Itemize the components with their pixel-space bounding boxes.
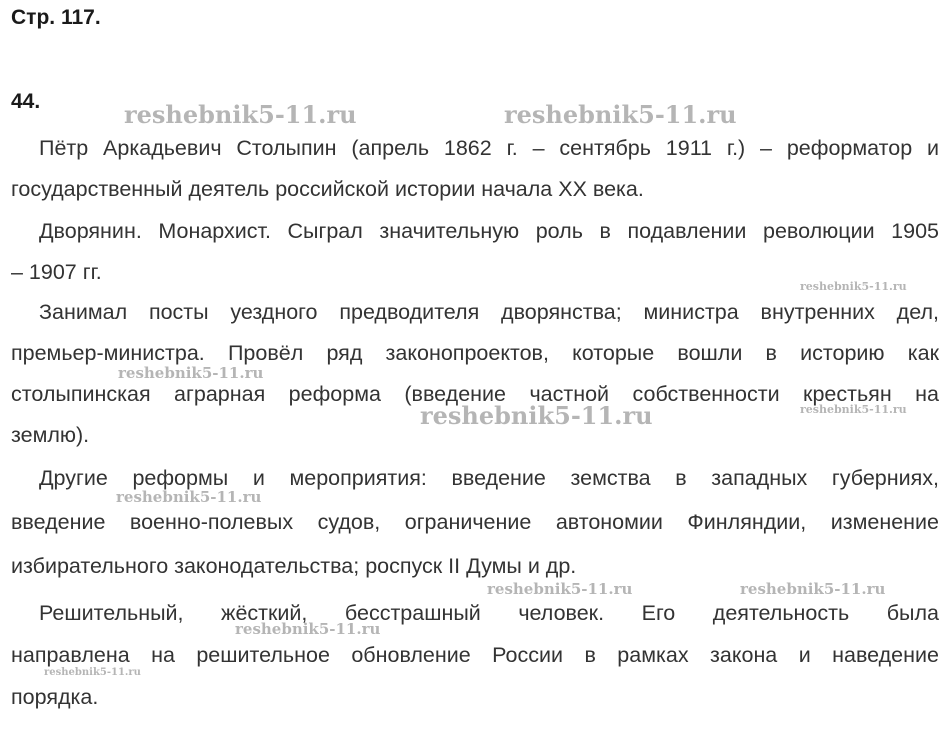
paragraph-line: избирательного законодательства; роспуск II Думы и др.: [11, 554, 577, 578]
paragraph-line: – 1907 гг.: [11, 260, 102, 284]
paragraph-line: Решительный, жёсткий, бесстрашный человек. Его деятельность была: [39, 601, 939, 625]
paragraph-line: Занимал посты уездного предводителя дворянства; министра внутренних дел,: [39, 300, 939, 324]
paragraph-line: премьер-министра. Провёл ряд законопроектов, которые вошли в историю как: [11, 341, 939, 365]
paragraph-line: государственный деятель российской истории начала XX века.: [11, 177, 644, 201]
watermark: reshebnik5-11.ru: [740, 580, 886, 598]
watermark: reshebnik5-11.ru: [235, 620, 381, 638]
watermark: reshebnik5-11.ru: [800, 403, 907, 416]
task-number: 44.: [11, 90, 41, 113]
watermark: reshebnik5-11.ru: [800, 280, 907, 293]
paragraph-5: [11, 592, 939, 718]
watermark: reshebnik5-11.ru: [118, 364, 264, 382]
paragraph-4: [11, 456, 939, 588]
watermark: reshebnik5-11.ru: [44, 667, 141, 678]
watermark: reshebnik5-11.ru: [420, 401, 653, 430]
watermark: reshebnik5-11.ru: [116, 488, 262, 506]
paragraph-line: Дворянин. Монархист. Сыграл значительную роль в подавлении революции 1905: [39, 219, 939, 243]
watermark: reshebnik5-11.ru: [504, 100, 737, 129]
paragraph-line: введение военно-полевых судов, ограничение автономии Финляндии, изменение: [11, 510, 939, 534]
paragraph-line: Пётр Аркадьевич Столыпин (апрель 1862 г. – сентябрь 1911 г.) – реформатор и: [39, 136, 939, 160]
paragraph-2: [11, 211, 939, 293]
paragraph-1: [11, 128, 939, 210]
paragraph-3: [11, 292, 939, 456]
watermark: reshebnik5-11.ru: [124, 100, 357, 129]
page-title: Стр. 117.: [11, 6, 101, 29]
paragraph-line: землю).: [11, 423, 90, 447]
watermark: reshebnik5-11.ru: [487, 580, 633, 598]
paragraph-line: порядка.: [11, 685, 99, 709]
paragraph-line: столыпинская аграрная реформа (введение частной собственности крестьян на: [11, 382, 939, 406]
paragraph-line: Другие реформы и мероприятия: введение земства в западных губерниях,: [39, 466, 939, 490]
paragraph-line: направлена на решительное обновление России в рамках закона и наведение: [11, 643, 939, 667]
